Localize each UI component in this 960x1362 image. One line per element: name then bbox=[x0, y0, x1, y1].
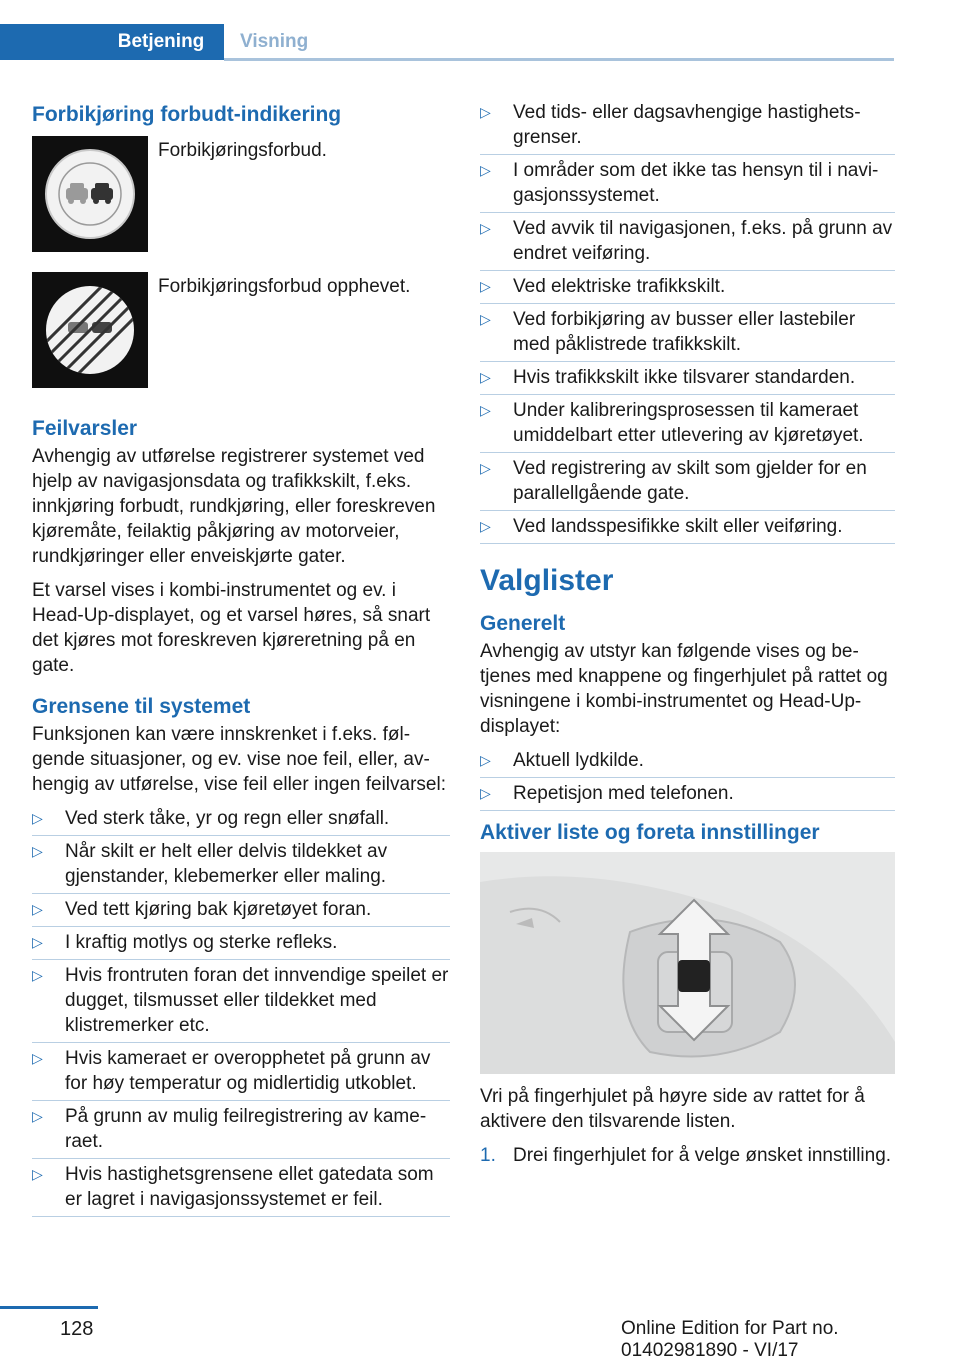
page-number: 128 bbox=[60, 1318, 94, 1340]
list-item bbox=[480, 365, 895, 390]
triangle-right-icon: ▷ bbox=[32, 967, 43, 983]
left-bullet-list bbox=[32, 806, 450, 1212]
right-column bbox=[480, 100, 895, 1168]
tab-accent-block bbox=[0, 24, 98, 60]
right-bullet-list-2 bbox=[480, 748, 895, 806]
list-item bbox=[480, 514, 895, 539]
no-overtaking-sign-icon bbox=[32, 136, 148, 252]
tab-betjening[interactable]: Betjening bbox=[98, 24, 224, 60]
list-item-text: Ved avvik til navigasjonen, f.eks. på grunn av endret veiføring. bbox=[513, 218, 893, 264]
list-item bbox=[480, 456, 895, 506]
triangle-right-icon: ▷ bbox=[32, 843, 43, 859]
triangle-right-icon: ▷ bbox=[480, 785, 491, 801]
section-title-error-warnings: Feilvarsler bbox=[32, 417, 138, 440]
section-title-system-limits: Grensene til systemet bbox=[32, 695, 251, 718]
triangle-right-icon: ▷ bbox=[480, 752, 491, 768]
list-item bbox=[480, 307, 895, 357]
tab-visning[interactable]: Visning bbox=[240, 31, 309, 52]
sign-caption-end-no-overtaking: Forbikjøringsforbud opphevet. bbox=[158, 276, 411, 297]
list-item-text: I områder som det ikke tas hensyn til i navigasjonssystemet. bbox=[513, 160, 879, 206]
list-item bbox=[480, 398, 895, 448]
paragraph-general: Avhengig av utstyr kan følgende vises og betjenes med knappene og fingerhjulet på rattet og visningene i kombi-instrumentet og Head-Up-displayet: bbox=[480, 641, 888, 737]
list-item bbox=[32, 930, 450, 955]
list-item-text: Ved tids- eller dagsavhengige hastighetsgrenser. bbox=[513, 102, 861, 148]
triangle-right-icon: ▷ bbox=[480, 162, 491, 178]
list-item bbox=[32, 806, 450, 831]
triangle-right-icon: ▷ bbox=[480, 104, 491, 120]
header-tabbar bbox=[0, 24, 893, 60]
sign-end-no-overtaking-row bbox=[32, 272, 450, 388]
end-no-overtaking-sign-icon bbox=[32, 272, 148, 388]
list-item-text: I kraftig motlys og sterke refleks. bbox=[65, 932, 338, 953]
step-item bbox=[480, 1143, 895, 1168]
triangle-right-icon: ▷ bbox=[32, 1108, 43, 1124]
triangle-right-icon: ▷ bbox=[32, 934, 43, 950]
step-text: Drei fingerhjulet for å velge ønsket innstilling. bbox=[513, 1145, 892, 1166]
list-item-text: Ved elektriske trafikkskilt. bbox=[513, 276, 726, 297]
list-item-text: Når skilt er helt eller delvis tildekket av gjenstander, klebemerker eller maling. bbox=[65, 841, 388, 887]
list-item-text: Ved forbikjøring av busser eller lastebiler med påklistrede trafikkskilt. bbox=[513, 309, 856, 355]
list-item bbox=[480, 100, 895, 150]
paragraph-activate-list: Vri på fingerhjulet på høyre side av rattet for å aktivere den tilsvarende listen. bbox=[480, 1086, 865, 1132]
triangle-right-icon: ▷ bbox=[32, 901, 43, 917]
triangle-right-icon: ▷ bbox=[32, 810, 43, 826]
list-item-text: Ved landsspesifikke skilt eller veiføring. bbox=[513, 516, 843, 537]
list-item bbox=[480, 274, 895, 299]
right-bullet-list bbox=[480, 100, 895, 539]
triangle-right-icon: ▷ bbox=[32, 1166, 43, 1182]
steering-wheel-thumbwheel-illustration bbox=[480, 852, 895, 1074]
list-item-text: På grunn av mulig feilregistrering av kameraet. bbox=[65, 1106, 427, 1152]
tab-rule-divider bbox=[224, 58, 894, 61]
section-title-activate-list: Aktiver liste og foreta innstillinger bbox=[480, 821, 820, 844]
list-item bbox=[32, 839, 450, 889]
sign-caption-no-overtaking: Forbikjøringsforbud. bbox=[158, 140, 327, 161]
list-item bbox=[32, 1162, 450, 1212]
list-item bbox=[32, 963, 450, 1038]
paragraph-error-warnings-2: Et varsel vises i kombi-instrumentet og ev. i Head-Up-displayet, og et varsel høres, så snart det kjøres mot foreskreven kjøreretning på en gate. bbox=[32, 580, 431, 676]
triangle-right-icon: ▷ bbox=[480, 220, 491, 236]
steps-list bbox=[480, 1143, 895, 1168]
list-item bbox=[480, 748, 895, 773]
left-column bbox=[32, 100, 450, 1220]
triangle-right-icon: ▷ bbox=[480, 460, 491, 476]
list-item-text: Aktuell lydkilde. bbox=[513, 750, 644, 771]
step-number: 1. bbox=[480, 1145, 496, 1166]
triangle-right-icon: ▷ bbox=[32, 1050, 43, 1066]
paragraph-system-limits: Funksjonen kan være innskrenket i f.eks. følgende situasjoner, og ev. vise noe feil, eller, avhengig av utførelse, vise feil eller ingen feilvarsel: bbox=[32, 724, 446, 795]
footer-rule bbox=[0, 1306, 98, 1309]
list-item bbox=[32, 1104, 450, 1154]
list-item-text: Hvis frontruten foran det innvendige speilet er dugget, tilsmusset eller tildekket med klistremerker etc. bbox=[65, 965, 449, 1036]
list-item bbox=[32, 897, 450, 922]
triangle-right-icon: ▷ bbox=[480, 402, 491, 418]
triangle-right-icon: ▷ bbox=[480, 278, 491, 294]
list-item-text: Hvis hastighetsgrensene ellet gatedata som er lagret i navigasjonssystemet er feil. bbox=[65, 1164, 434, 1210]
sign-no-overtaking-row bbox=[32, 136, 450, 252]
list-item-text: Hvis kameraet er overopphetet på grunn av for høy temperatur og midlertidig utkoblet. bbox=[65, 1048, 431, 1094]
section-title-selection-lists: Valglister bbox=[480, 564, 614, 597]
triangle-right-icon: ▷ bbox=[480, 518, 491, 534]
paragraph-error-warnings-1: Avhengig av utførelse registrerer systemet ved hjelp av navigasjonsdata og trafikkskilt, f.eks. innkjøring forbudt, rundkjøring, eller foreskreven kjøremåte, feilaktig påkjøring av motorveier, rundkjøringer eller enveiskjørte gater. bbox=[32, 446, 436, 567]
list-item-text: Ved tett kjøring bak kjøretøyet foran. bbox=[65, 899, 372, 920]
triangle-right-icon: ▷ bbox=[480, 311, 491, 327]
list-item-text: Ved registrering av skilt som gjelder for en parallellgående gate. bbox=[513, 458, 867, 504]
list-item-text: Repetisjon med telefonen. bbox=[513, 783, 734, 804]
list-item bbox=[480, 781, 895, 806]
section-title-general: Generelt bbox=[480, 612, 566, 635]
list-item-text: Under kalibreringsprosessen til kameraet umiddelbart etter utlevering av kjøretøyet. bbox=[513, 400, 864, 446]
list-item-text: Ved sterk tåke, yr og regn eller snøfall. bbox=[65, 808, 390, 829]
list-item-text: Hvis trafikkskilt ikke tilsvarer standarden. bbox=[513, 367, 856, 388]
list-item bbox=[32, 1046, 450, 1096]
section-title-overtaking: Forbikjøring forbudt-indikering bbox=[32, 103, 342, 126]
edition-note: Online Edition for Part no. 01402981890 - VI/17 bbox=[621, 1318, 839, 1361]
list-item bbox=[480, 216, 895, 266]
triangle-right-icon: ▷ bbox=[480, 369, 491, 385]
list-item bbox=[480, 158, 895, 208]
